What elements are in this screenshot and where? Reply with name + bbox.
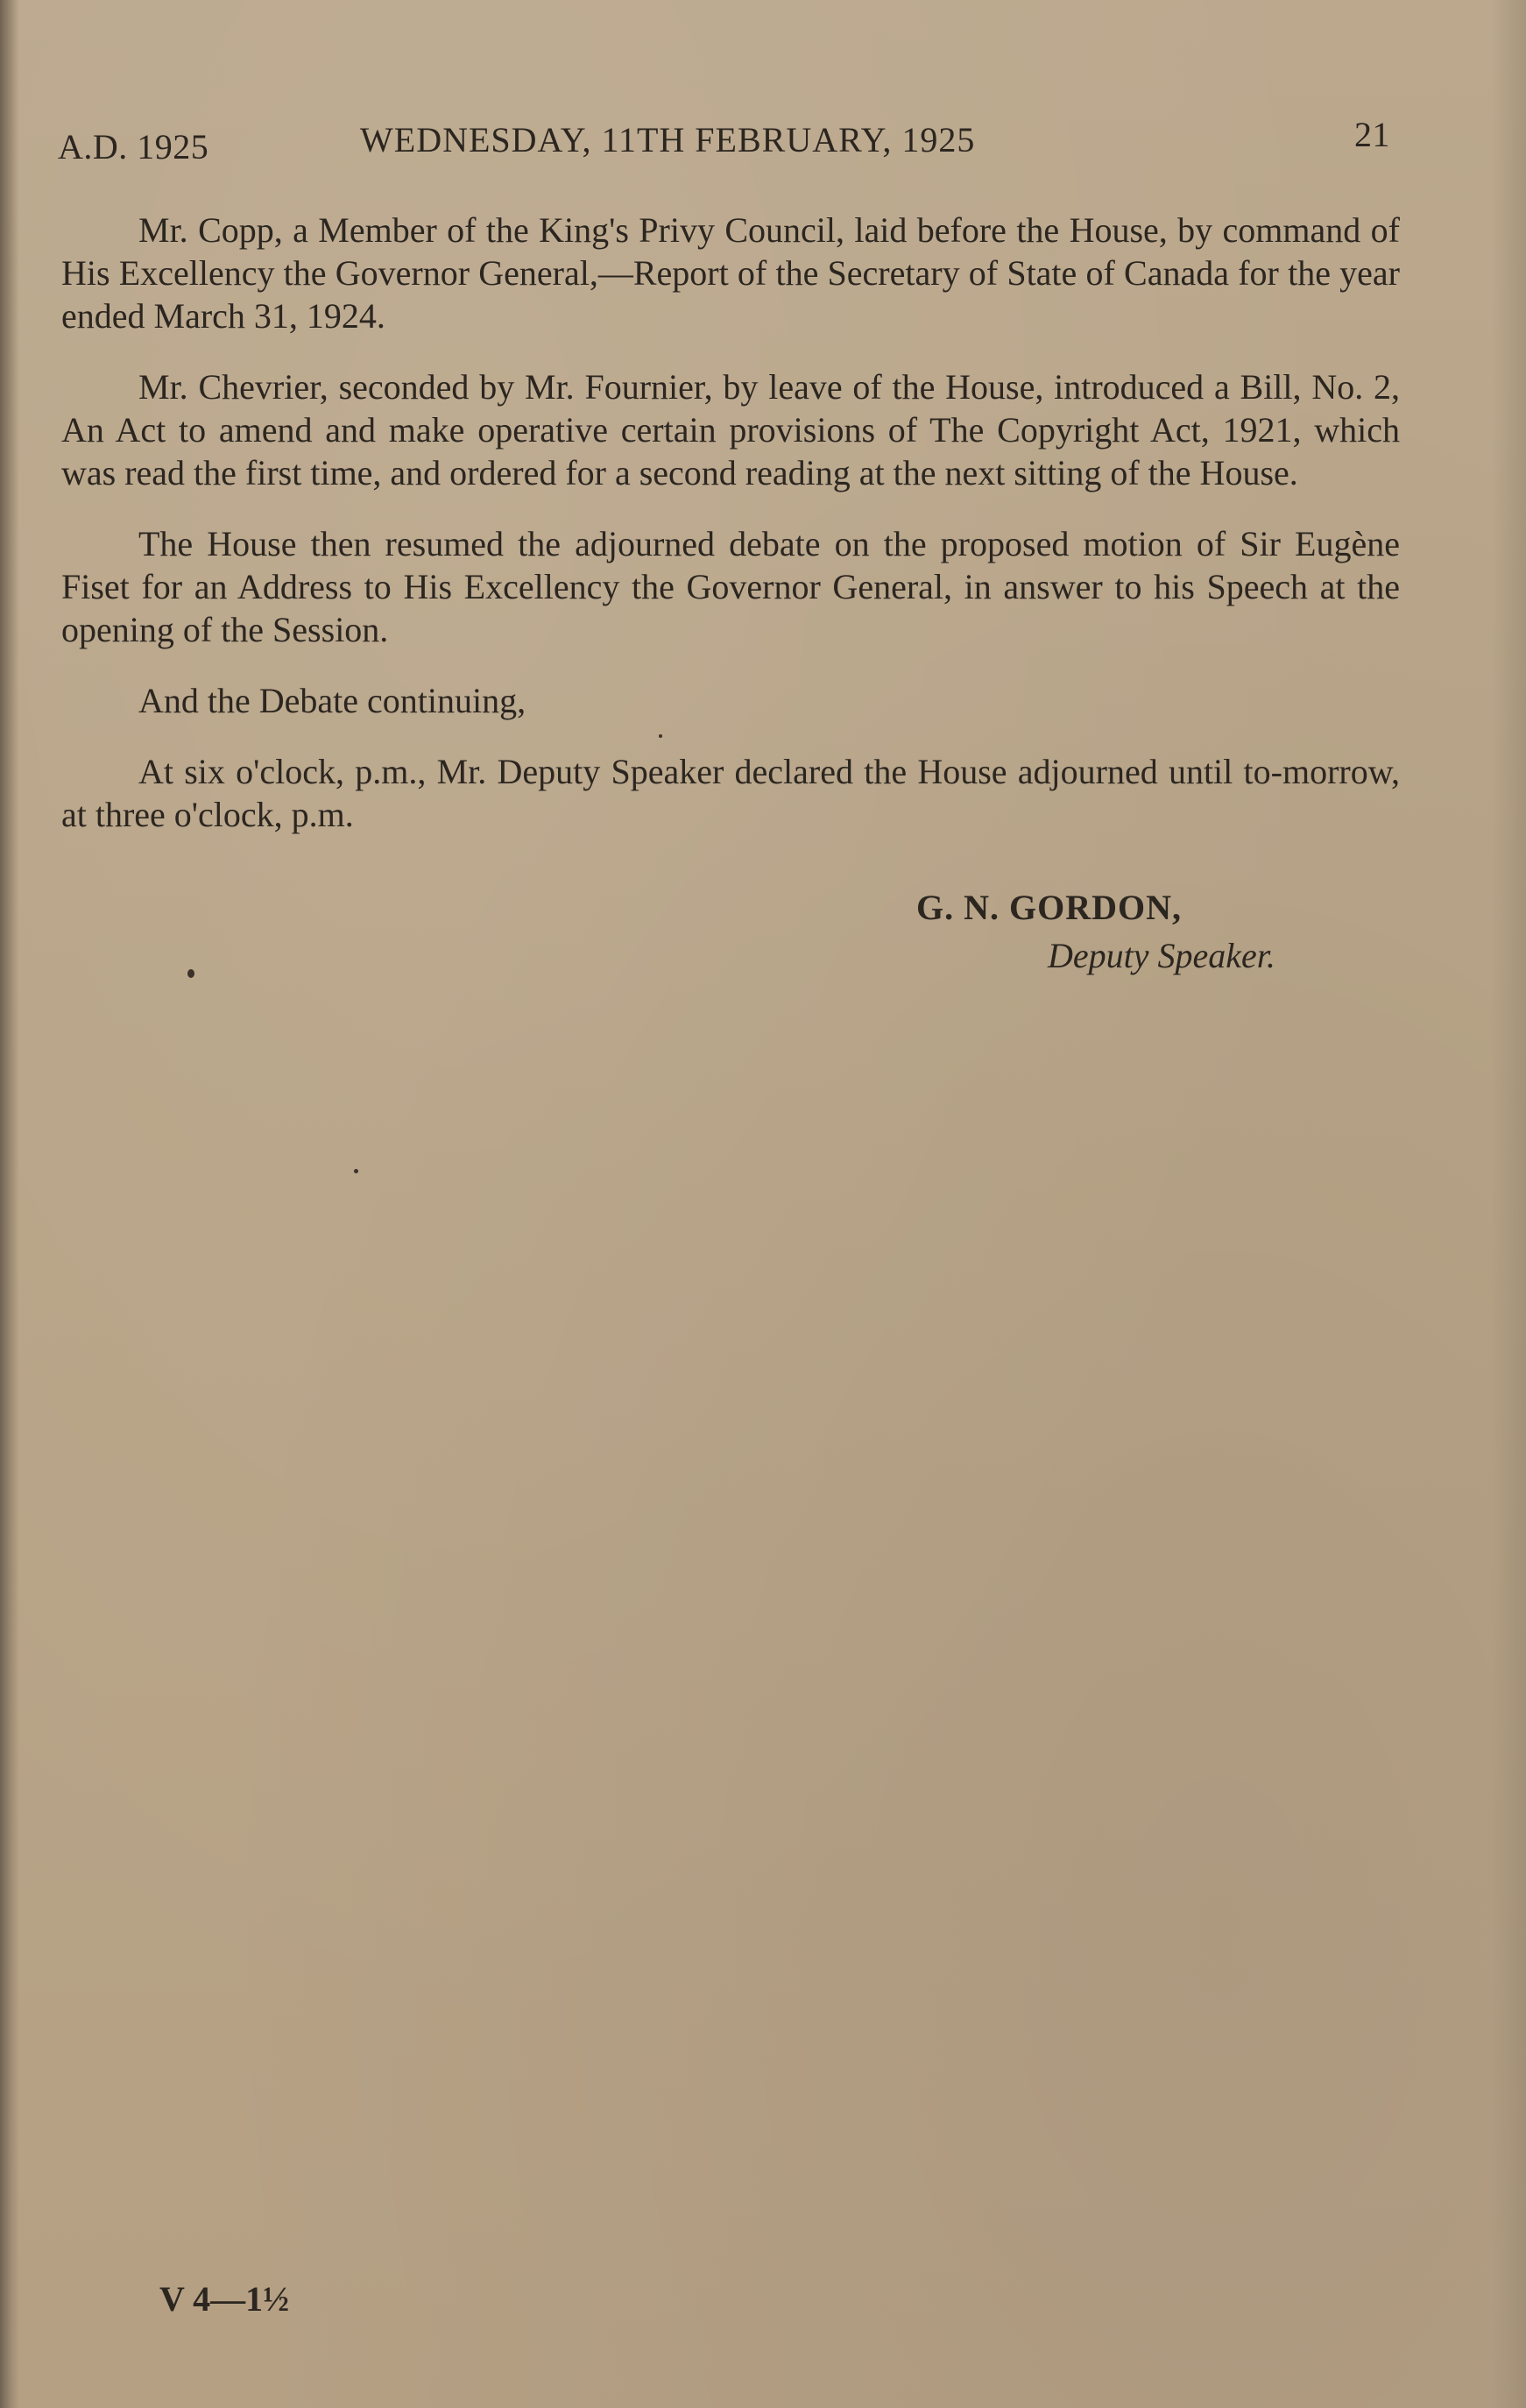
paragraph-report: Mr. Copp, a Member of the King's Privy Council, laid before the House, by command of His Excellency the Governor General,—Report of the Secretary of State of Canada for the year ended March 31, 1924. [61,210,1400,336]
signatory-title: Deputy Speaker. [1048,936,1275,975]
signature-block [916,887,1372,976]
journal-body [61,209,1400,864]
header-date: WEDNESDAY, 11TH FEBRUARY, 1925 [360,120,976,159]
page-edge-shadow [1491,0,1526,2408]
paragraph-debate-continuing: And the Debate continuing, [138,681,526,720]
paragraph-adjournment: At six o'clock, p.m., Mr. Deputy Speaker declared the House adjourned until to-morrow, at three o'clock, p.m. [61,752,1400,834]
page-number: 21 [1354,115,1390,154]
binding-spine [0,0,19,2408]
signatory-name: G. N. GORDON, [916,888,1182,927]
header-year: A.D. 1925 [58,127,209,166]
running-header [58,114,1398,166]
ink-speck [659,734,662,738]
paragraph-debate: The House then resumed the adjourned debate on the proposed motion of Sir Eugène Fiset for an Address to His Excellency the Governor General, in answer to his Speech at the opening of the Session. [61,524,1400,649]
printer-signature-mark: V 4—1½ [159,2279,290,2319]
ink-speck [187,969,194,978]
paragraph-bill: Mr. Chevrier, seconded by Mr. Fournier, by leave of the House, introduced a Bill, No. 2, An Act to amend and make operative certain provisions of The Copyright Act, 1921, which was read the first time, and ordered for a second reading at the next sitting of the House. [61,367,1400,492]
ink-speck [354,1169,358,1173]
